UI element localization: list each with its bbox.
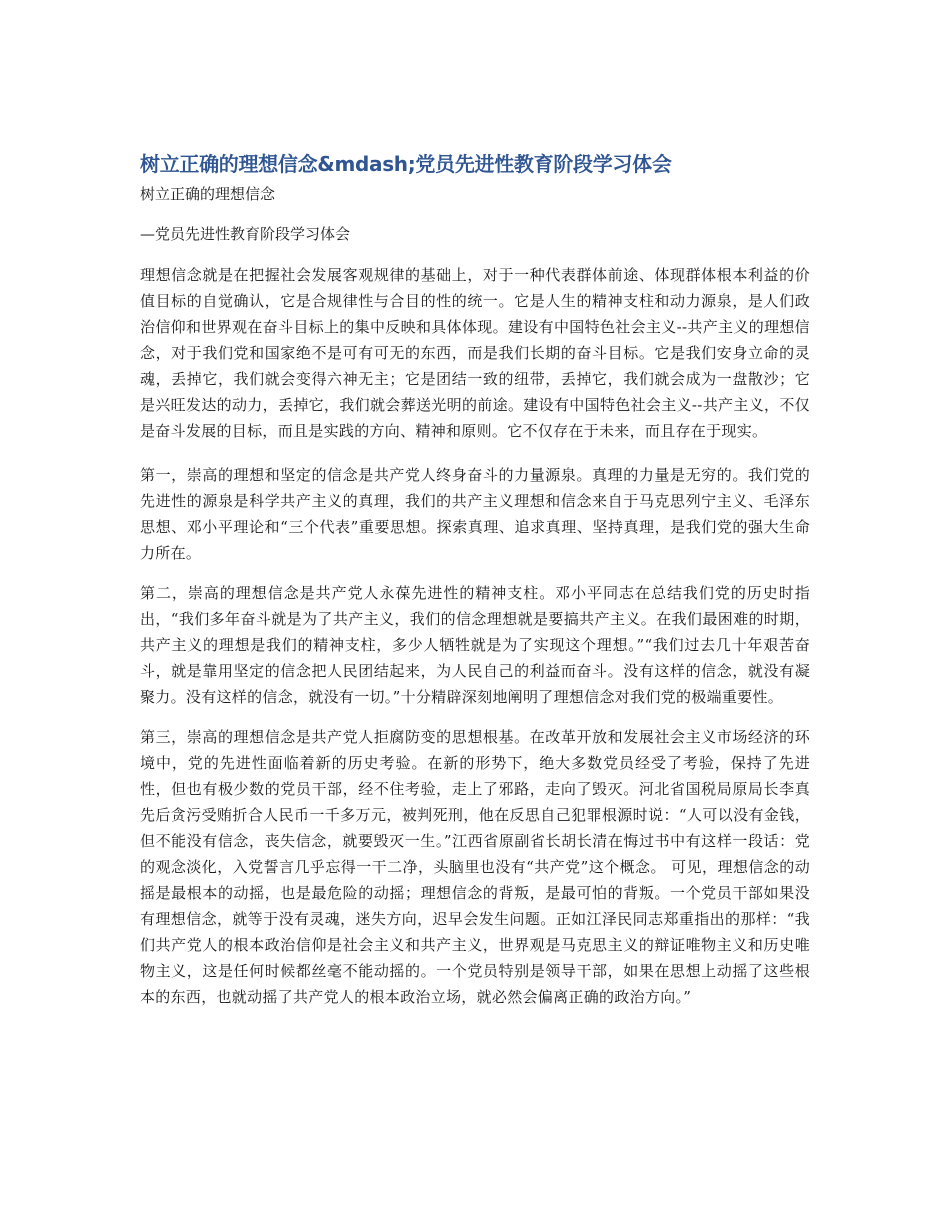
document-subtitle-line1: 树立正确的理想信念 [140, 185, 276, 203]
document-page [140, 150, 810, 1024]
document-subtitle-line2: —党员先进性教育阶段学习体会 [140, 225, 351, 243]
paragraph-third-point: 第三，崇高的理想信念是共产党人拒腐防变的思想根基。在改革开放和发展社会主义市场经济的环境中，党的先进性面临着新的历史考验。在新的形势下，绝大多数党员经受了考验，保持了先进性，但也有极少数的党员干部，经不住考验，走上了邪路，走向了毁灭。河北省国税局原局长李真先后贪污受贿折合人民币一千多万元，被判死刑，他在反思自己犯罪根源时说：“人可以没有金钱，但不能没有信念，丧失信念，就要毁灭一生。”江西省原副省长胡长清在悔过书中有这样一段话：党的观念淡化，入党誓言几乎忘得一干二净，头脑里也没有“共产党”这个概念。 可见，理想信念的动摇是最根本的动摇，也是最危险的动摇；理想信念的背叛，是最可怕的背叛。一个党员干部如果没有理想信念，就等于没有灵魂，迷失方向，迟早会发生问题。正如江泽民同志郑重指出的那样：“我们共产党人的根本政治信仰是社会主义和共产主义，世界观是马克思主义的辩证唯物主义和历史唯物主义，这是任何时候都丝毫不能动摇的。一个党员特别是领导干部，如果在思想上动摇了这些根本的东西，也就动摇了共产党人的根本政治立场，就必然会偏离正确的政治方向。” [140, 728, 810, 1006]
paragraph-first-point: 第一，崇高的理想和坚定的信念是共产党人终身奋斗的力量源泉。真理的力量是无穷的。我们党的先进性的源泉是科学共产主义的真理，我们的共产主义理想和信念来自于马克思列宁主义、毛泽东思想、邓小平理论和“三个代表”重要思想。探索真理、追求真理、坚持真理，是我们党的强大生命力所在。 [140, 466, 810, 562]
document-title: 树立正确的理想信念&mdash;党员先进性教育阶段学习体会 [140, 152, 672, 176]
paragraph-intro: 理想信念就是在把握社会发展客观规律的基础上，对于一种代表群体前途、体现群体根本利益的价值目标的自觉确认，它是合规律性与合目的性的统一。它是人生的精神支柱和动力源泉，是人们政治信仰和世界观在奋斗目标上的集中反映和具体体现。建设有中国特色社会主义--共产主义的理想信念，对于我们党和国家绝不是可有可无的东西，而是我们长期的奋斗目标。它是我们安身立命的灵魂，丢掉它，我们就会变得六神无主；它是团结一致的纽带，丢掉它，我们就会成为一盘散沙；它是兴旺发达的动力，丢掉它，我们就会葬送光明的前途。建设有中国特色社会主义--共产主义，不仅是奋斗发展的目标，而且是实践的方向、精神和原则。它不仅存在于未来，而且存在于现实。 [140, 266, 810, 440]
paragraph-second-point: 第二，崇高的理想信念是共产党人永葆先进性的精神支柱。邓小平同志在总结我们党的历史时指出，“我们多年奋斗就是为了共产主义，我们的信念理想就是要搞共产主义。在我们最困难的时期，共产主义的理想是我们的精神支柱，多少人牺牲就是为了实现这个理想。”“我们过去几十年艰苦奋斗，就是靠用坚定的信念把人民团结起来，为人民自己的利益而奋斗。没有这样的信念，就没有凝聚力。没有这样的信念，就没有一切。”十分精辟深刻地阐明了理想信念对我们党的极端重要性。 [140, 584, 810, 706]
